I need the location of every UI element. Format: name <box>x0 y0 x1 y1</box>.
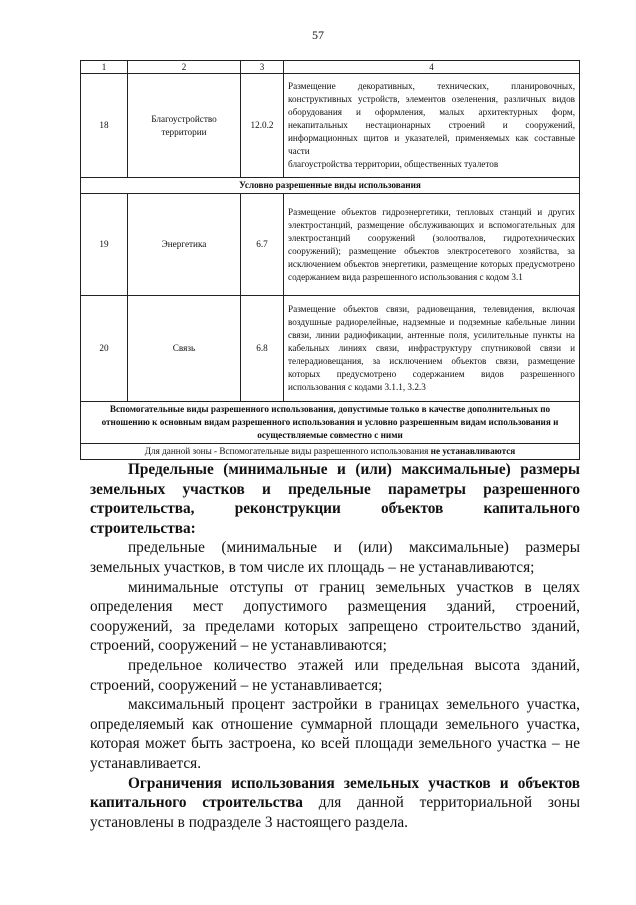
footer-text: Для данной зоны - Вспомогательные виды разрешенного использования <box>144 446 429 456</box>
row-number: 20 <box>81 296 128 402</box>
header-cell: 1 <box>81 61 128 74</box>
table-row <box>81 296 580 402</box>
paragraph: предельные (минимальные и (или) максимальные) размеры земельных участков, в том числе их площадь – не устанавливаются; <box>90 539 580 576</box>
table-row <box>81 74 580 178</box>
description-last-line: благоустройства территории, общественных туалетов <box>288 159 499 169</box>
use-code: 12.0.2 <box>241 74 284 178</box>
header-cell: 4 <box>284 61 580 74</box>
table-footer-row <box>81 444 580 460</box>
section-row-conditional <box>81 178 580 194</box>
use-code: 6.8 <box>241 296 284 402</box>
header-cell: 2 <box>128 61 241 74</box>
header-cell: 3 <box>241 61 284 74</box>
paragraph: минимальные отступы от границ земельных участков в целях определения мест допустимого размещения зданий, строений, сооружений, за пределами которых запрещено строительство зданий, строений, сооружений – не устанавливаются; <box>90 578 580 655</box>
use-name: Благоустройство территории <box>128 74 241 178</box>
use-description <box>284 194 580 296</box>
restrictions-rest: для данной территориальной зоны установлены в подразделе 3 настоящего раздела. <box>90 794 581 831</box>
description-last-line: содержанием вида разрешенного использования с кодом 3.1 <box>288 271 523 282</box>
use-description <box>284 74 580 178</box>
description-text: Размещение объектов связи, радиовещания, телевидения, включая воздушные радиорелейные, надземные и подземные кабельные линии связи, линии радиофикации, антенные поля, усилительные пункты на кабельных линиях связи, инфраструктуру спутниковой связи и телерадиовещания, за исключением объектов связи, размещение которых предусмотрено содержанием видов разрешенного <box>288 304 575 379</box>
use-code: 6.7 <box>241 194 284 296</box>
row-number: 19 <box>81 194 128 296</box>
body-text <box>90 460 580 832</box>
table-row <box>81 194 580 296</box>
footer-cell <box>81 444 580 460</box>
page-number: 57 <box>312 28 324 42</box>
paragraph <box>90 774 580 833</box>
description-text: Размещение объектов гидроэнергетики, тепловых станций и других электростанций, размещение обслуживающих и вспомогательных для электростанций сооружений (золоотвалов, гидротехнических сооружений); размещение объектов электросетевого хозяйства, за исключением объектов энергетики, размещение которых предусмотрено <box>288 206 575 269</box>
section-row-auxiliary <box>81 402 580 444</box>
paragraph: максимальный процент застройки в границах земельного участка, определяемый как отношение суммарной площади земельного участка, которая может быть застроена, ко всей площади земельного участка – не устанавливается. <box>90 696 580 772</box>
use-description <box>284 296 580 402</box>
row-number: 18 <box>81 74 128 178</box>
restrictions-bold: Ограничения использования земельных участков и объектов капитального строительства <box>90 774 580 812</box>
use-name: Связь <box>128 296 241 402</box>
land-use-table <box>80 60 580 460</box>
table-header-row <box>81 61 580 74</box>
section-heading: Предельные (минимальные и (или) максимальные) размеры земельных участков и предельные параметры разрешенного строительства, реконструкции объектов капитального строительства: <box>90 461 580 537</box>
footer-bold-text: не устанавливаются <box>430 446 516 456</box>
description-last-line: использования с кодами 3.1.1, 3.2.3 <box>288 382 426 392</box>
section-title: Условно разрешенные виды использования <box>81 178 580 194</box>
paragraph: предельное количество этажей или предельная высота зданий, строений, сооружений – не устанавливается; <box>90 656 580 694</box>
use-name: Энергетика <box>128 194 241 296</box>
section-title: Вспомогательные виды разрешенного использования, допустимые только в качестве дополнительных по отношению к основным видам разрешенного использования и условно разрешенным видам использования и осуществляемые совместно с ними <box>81 402 580 444</box>
description-text: Размещение декоративных, технических, планировочных, конструктивных устройств, элементов озеленения, различных видов оборудования и оформления, малых архитектурных форм, некапитальных нестационарных строений и сооружений, информационных щитов и указателей, применяемых как составные части <box>288 81 575 156</box>
